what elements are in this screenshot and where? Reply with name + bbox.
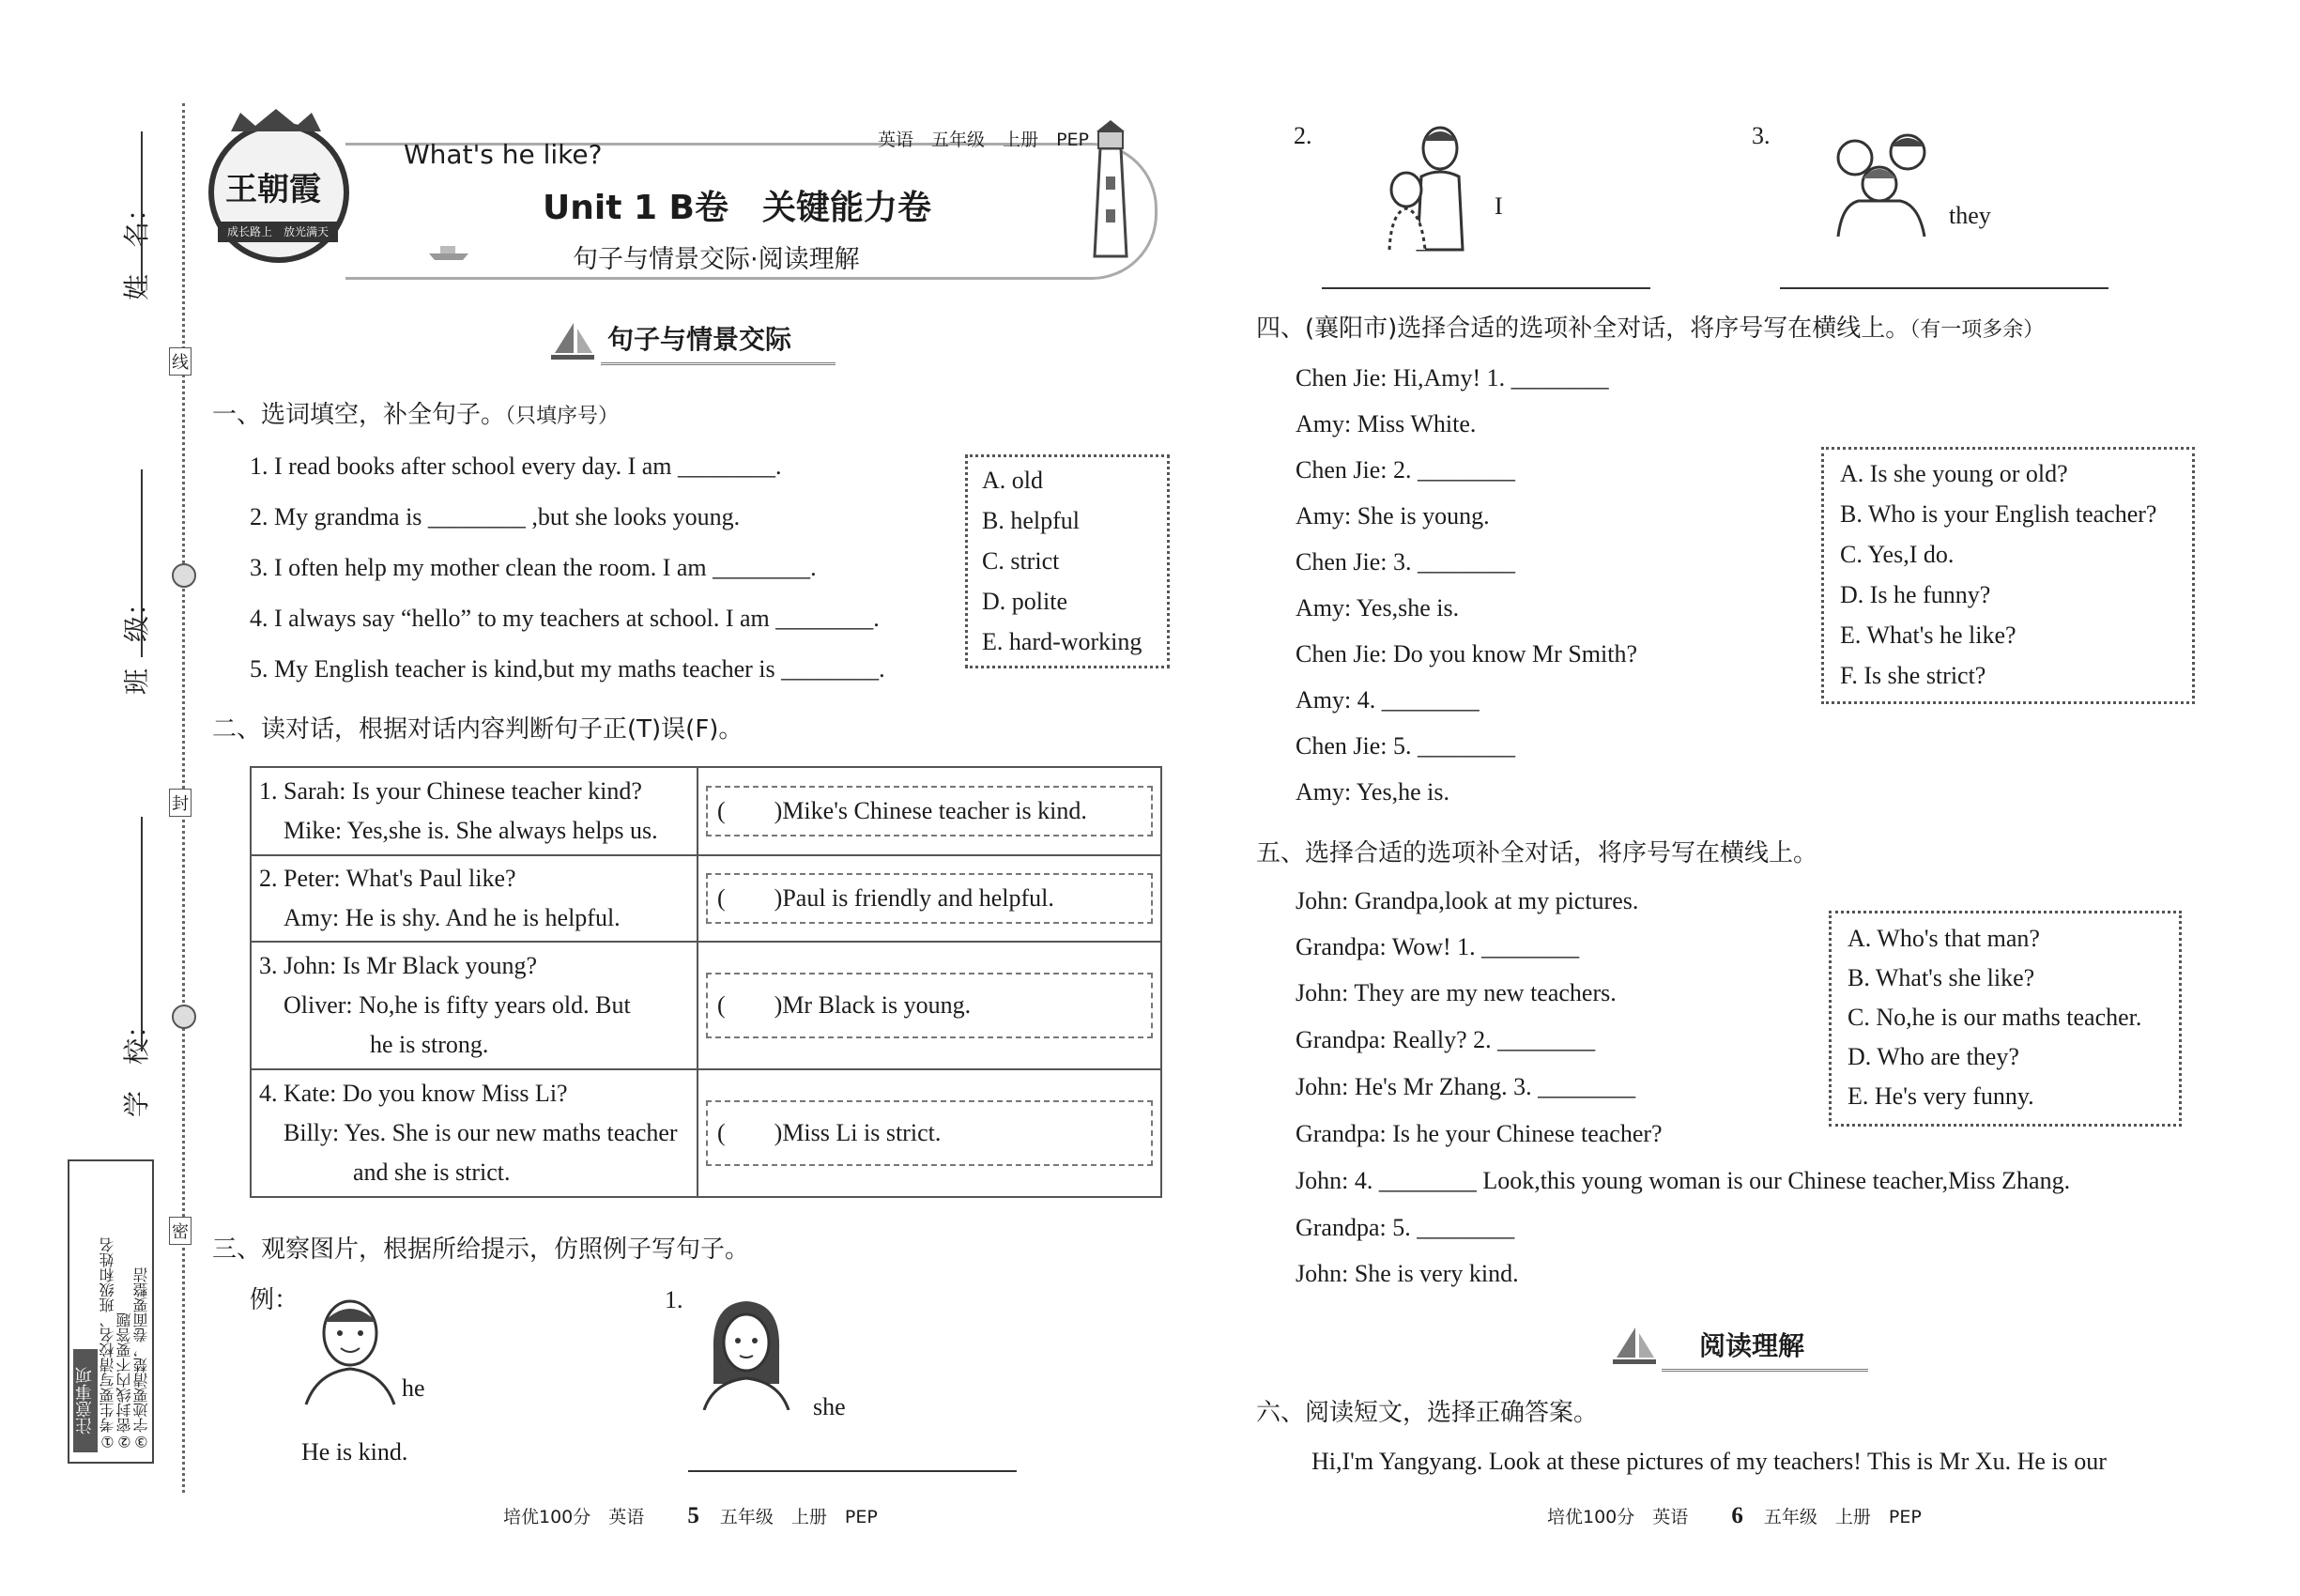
dialog-line: and she is strict.: [353, 1159, 511, 1186]
q5-option: B. What's she like?: [1848, 964, 2035, 991]
q1-item: 3. I often help my mother clean the room. I am ________.: [250, 554, 817, 581]
footer-series: 培优100分 英语: [503, 1507, 645, 1527]
section-banner-reading: 阅读理解: [1699, 1330, 1805, 1361]
q3-item3-hint: they: [1949, 202, 1991, 229]
footer-grade: 五年级 上册 PEP: [1763, 1507, 1922, 1527]
q2-statement[interactable]: ( )Paul is friendly and helpful.: [706, 873, 1153, 924]
q4-line: Chen Jie: Hi,Amy! 1. ________: [1296, 364, 1609, 391]
header-meta: [878, 126, 1089, 154]
q2-statement-cell: [698, 767, 1161, 855]
class-label: 班 级：: [121, 589, 152, 695]
q5-line: John: Grandpa,look at my pictures.: [1296, 887, 1639, 914]
notice-item: ②密封线内不要答题: [115, 1312, 133, 1450]
meta-subject: 英语: [878, 130, 914, 150]
q4-line: Amy: Yes,he is.: [1296, 778, 1449, 806]
q2-row: [251, 1069, 1161, 1197]
three-children-icon: [1821, 126, 1943, 243]
line-mark-feng: 封: [169, 789, 192, 817]
q3-item2-answer-line[interactable]: [1322, 287, 1650, 289]
q1-item: 4. I always say “hello” to my teachers at school. I am ________.: [250, 605, 880, 632]
q1-item: 1. I read books after school every day. I am ________.: [250, 453, 782, 480]
footer-left: [503, 1502, 878, 1531]
ship-icon: [427, 242, 470, 266]
dialog-line: 3. John: Is Mr Black young?: [259, 952, 538, 979]
q4-option: D. Is he funny?: [1840, 581, 1991, 608]
q1-option: A. old: [982, 467, 1043, 494]
notice-item: ①考生要写清校名、班级和姓名: [99, 1237, 116, 1450]
q2-statement-cell: [698, 1069, 1161, 1197]
boy-portrait-icon: [299, 1294, 402, 1411]
dialog-line: Billy: Yes. She is our new maths teacher: [284, 1119, 678, 1146]
q4-line: Amy: She is young.: [1296, 502, 1490, 529]
q1-item: 2. My grandma is ________ ,but she looks young.: [250, 503, 741, 530]
school-label: 学 校：: [121, 1011, 152, 1117]
seal-icon: [172, 1005, 196, 1029]
q1-option: C. strict: [982, 547, 1060, 575]
q1-note: （只填序号）: [505, 405, 620, 428]
q5-line: John: They are my new teachers.: [1296, 979, 1617, 1006]
dialog-line: he is strong.: [370, 1031, 489, 1058]
q6-passage: Hi,I'm Yangyang. Look at these pictures of my teachers! This is Mr Xu. He is our: [1311, 1448, 2107, 1475]
q4-note: （有一项多余）: [1909, 318, 2045, 342]
q5-line: Grandpa: Wow! 1. ________: [1296, 933, 1580, 960]
q5-line: John: 4. ________ Look,this young woman is our Chinese teacher,Miss Zhang.: [1296, 1167, 2071, 1194]
crown-icon: [227, 107, 325, 133]
badge-right-text: 放光满天: [284, 225, 330, 238]
q4-title-text: 四、(襄阳市)选择合适的选项补全对话，将序号写在横线上。: [1256, 315, 1910, 343]
q2-dialog: [251, 767, 698, 855]
q6-title: 六、阅读短文，选择正确答案。: [1256, 1399, 1599, 1427]
q3-example-sentence: He is kind.: [301, 1438, 408, 1466]
meta-edition: PEP: [1056, 130, 1090, 150]
dialog-line: Mike: Yes,she is. She always helps us.: [284, 817, 658, 844]
q4-line: Amy: 4. ________: [1296, 686, 1480, 714]
q2-statement[interactable]: ( )Mike's Chinese teacher is kind.: [706, 786, 1153, 836]
brand-badge: [218, 222, 338, 242]
q2-dialog: [251, 855, 698, 942]
meta-grade: 五年级: [931, 130, 986, 150]
q1-title-text: 一、选词填空，补全句子。: [212, 401, 506, 429]
q2-row: [251, 767, 1161, 855]
sailboat-icon: [1611, 1326, 1658, 1372]
q2-row: [251, 942, 1161, 1069]
q4-line: Chen Jie: 3. ________: [1296, 548, 1515, 575]
badge-left-text: 成长路上: [226, 225, 272, 238]
banner-underline: [1662, 1369, 1868, 1372]
banner-underline: [601, 362, 836, 365]
unit-subtitle: 句子与情景交际·阅读理解: [573, 245, 860, 274]
q5-line: Grandpa: Is he your Chinese teacher?: [1296, 1120, 1663, 1147]
q5-line: Grandpa: 5. ________: [1296, 1214, 1515, 1241]
q2-table: [250, 766, 1162, 1198]
q2-statement[interactable]: ( )Mr Black is young.: [706, 973, 1153, 1038]
notice-item: ③字迹要清楚，卷面要整洁: [132, 1267, 150, 1450]
q2-statement-cell: [698, 942, 1161, 1069]
q3-example-hint: he: [402, 1374, 425, 1402]
dialog-line: Amy: He is shy. And he is helpful.: [284, 904, 621, 931]
q4-line: Amy: Yes,she is.: [1296, 594, 1460, 622]
q3-item3-answer-line[interactable]: [1780, 287, 2108, 289]
q3-item1-answer-line[interactable]: [688, 1470, 1017, 1472]
brand-logo: [208, 122, 349, 263]
q4-option: A. Is she young or old?: [1840, 460, 2068, 487]
q1-option: D. polite: [982, 588, 1067, 615]
q3-item3-label: 3.: [1752, 122, 1771, 149]
q5-line: John: She is very kind.: [1296, 1260, 1519, 1287]
q1-title: [212, 401, 619, 431]
sailboat-icon: [549, 321, 596, 367]
footer-series: 培优100分 英语: [1547, 1507, 1689, 1527]
footer-right: [1547, 1502, 1922, 1531]
seal-icon: [172, 563, 196, 588]
class-line: [141, 469, 143, 657]
q3-item2-hint: I: [1495, 192, 1503, 220]
notice-title: 注意事项: [73, 1349, 98, 1452]
q1-option: B. helpful: [982, 507, 1080, 534]
line-mark-mi: 密: [169, 1217, 192, 1245]
dialog-line: 4. Kate: Do you know Miss Li?: [259, 1080, 568, 1107]
page-number: 6: [1731, 1503, 1743, 1528]
q4-line: Chen Jie: 5. ________: [1296, 732, 1515, 760]
q5-line: Grandpa: Really? 2. ________: [1296, 1026, 1596, 1053]
q1-item: 5. My English teacher is kind,but my maths teacher is ________.: [250, 655, 885, 683]
q3-item1-hint: she: [813, 1393, 846, 1420]
q4-option: F. Is she strict?: [1840, 662, 1986, 689]
unit-question: What's he like?: [404, 139, 603, 170]
line-mark-xian: 线: [169, 347, 192, 376]
brand-name: 王朝霞: [225, 171, 321, 208]
q4-option: C. Yes,I do.: [1840, 541, 1955, 568]
name-line: [141, 131, 143, 291]
q3-item2-label: 2.: [1294, 122, 1312, 149]
name-label: 姓 名：: [121, 194, 152, 300]
q3-item1-label: 1.: [665, 1286, 683, 1313]
lighthouse-icon: [1087, 120, 1134, 266]
q2-title: 二、读对话，根据对话内容判断句子正(T)误(F)。: [212, 715, 744, 744]
q4-line: Amy: Miss White.: [1296, 410, 1477, 437]
q5-option: D. Who are they?: [1848, 1043, 2019, 1070]
q2-statement[interactable]: ( )Miss Li is strict.: [706, 1100, 1153, 1166]
q4-line: Chen Jie: 2. ________: [1296, 456, 1515, 483]
q5-option: C. No,he is our maths teacher.: [1848, 1004, 2142, 1031]
meta-volume: 上册: [1003, 130, 1039, 150]
q5-option: E. He's very funny.: [1848, 1082, 2034, 1110]
q5-title: 五、选择合适的选项补全对话，将序号写在横线上。: [1256, 839, 1818, 867]
footer-grade: 五年级 上册 PEP: [719, 1507, 878, 1527]
q4-title: [1256, 315, 2044, 345]
q3-title: 三、观察图片，根据所给提示，仿照例子写句子。: [212, 1235, 750, 1264]
q1-option: E. hard-working: [982, 628, 1142, 655]
q4-option: B. Who is your English teacher?: [1840, 500, 2157, 528]
page-number: 5: [687, 1503, 699, 1528]
dialog-line: 2. Peter: What's Paul like?: [259, 865, 516, 892]
dialog-line: 1. Sarah: Is your Chinese teacher kind?: [259, 777, 642, 805]
unit-title: Unit 1 B卷 关键能力卷: [543, 189, 931, 227]
woman-portrait-icon: [695, 1294, 798, 1415]
q5-option: A. Who's that man?: [1848, 925, 2040, 952]
q2-dialog: [251, 1069, 698, 1197]
q3-example-label: 例：: [250, 1286, 299, 1314]
notice-box: [68, 1159, 154, 1464]
q5-line: John: He's Mr Zhang. 3. ________: [1296, 1073, 1636, 1100]
school-line: [141, 817, 143, 1051]
q4-line: Chen Jie: Do you know Mr Smith?: [1296, 640, 1637, 668]
q2-statement-cell: [698, 855, 1161, 942]
q2-dialog: [251, 942, 698, 1069]
mother-child-icon: [1378, 122, 1481, 258]
q4-option: E. What's he like?: [1840, 622, 2016, 649]
dialog-line: Oliver: No,he is fifty years old. But: [284, 991, 631, 1019]
section-banner-sentences: 句子与情景交际: [607, 324, 792, 355]
q2-row: [251, 855, 1161, 942]
